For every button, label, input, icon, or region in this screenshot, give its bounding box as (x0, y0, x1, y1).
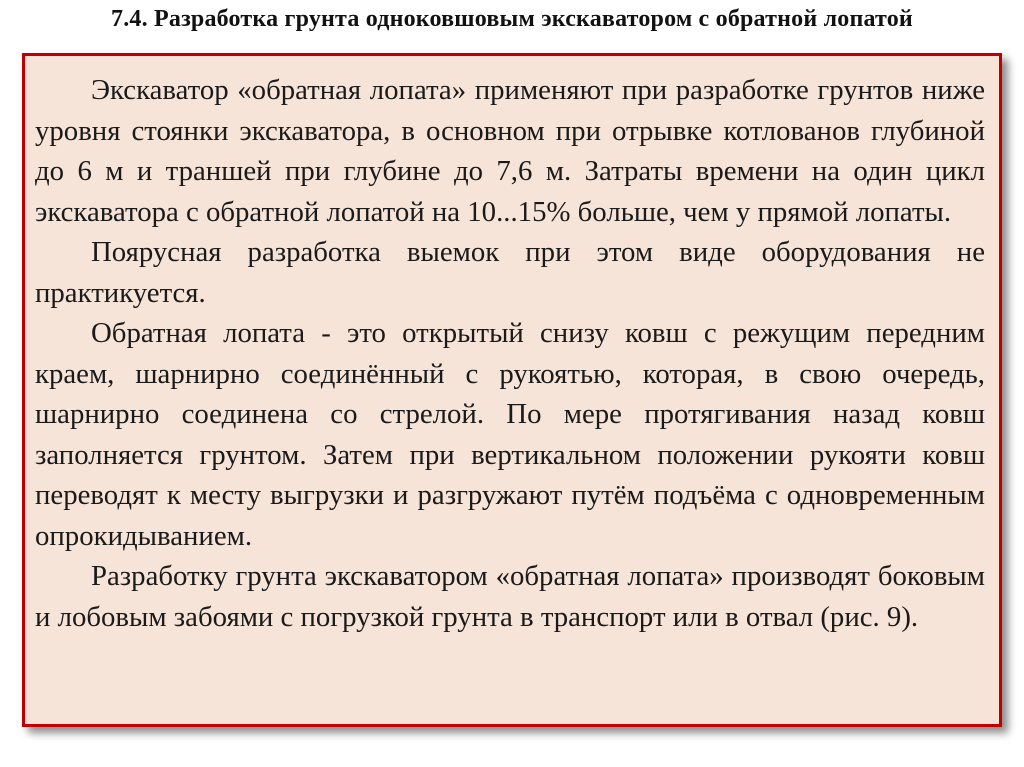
paragraph-backhoe-application: Экскаватор «обратная лопата» применяют при разработке грунтов ниже уровня стоянки экскаватора, в основном при отрывке котлованов глубиной до 6 м и траншей при глубине до 7,6 м. Затраты времени на один цикл экскаватора с обратной лопатой на 10...15% больше, чем у прямой лопаты. (35, 74, 985, 228)
slide-title: 7.4. Разработка грунта одноковшовым экскаватором с обратной лопатой (111, 6, 913, 32)
paragraph-excavation-faces: Разработку грунта экскаватором «обратная лопата» производят боковым и лобовым забоями с погрузкой грунта в транспорт или в отвал (рис. 9). (35, 560, 985, 633)
paragraph-tiered-excavation: Поярусная разработка выемок при этом виде оборудования не практикуется. (35, 236, 985, 309)
paragraph-backhoe-description: Обратная лопата - это открытый снизу ковш с режущим передним краем, шарнирно соединённый с рукоятью, которая, в свою очередь, шарнирно соединена со стрелой. По мере протягивания назад ковш заполняется грунтом. Затем при вертикальном положении рукояти ковш переводят к месту выгрузки и разгружают путём подъёма с одновременным опрокидыванием. (35, 317, 985, 552)
text-panel (22, 53, 1002, 727)
